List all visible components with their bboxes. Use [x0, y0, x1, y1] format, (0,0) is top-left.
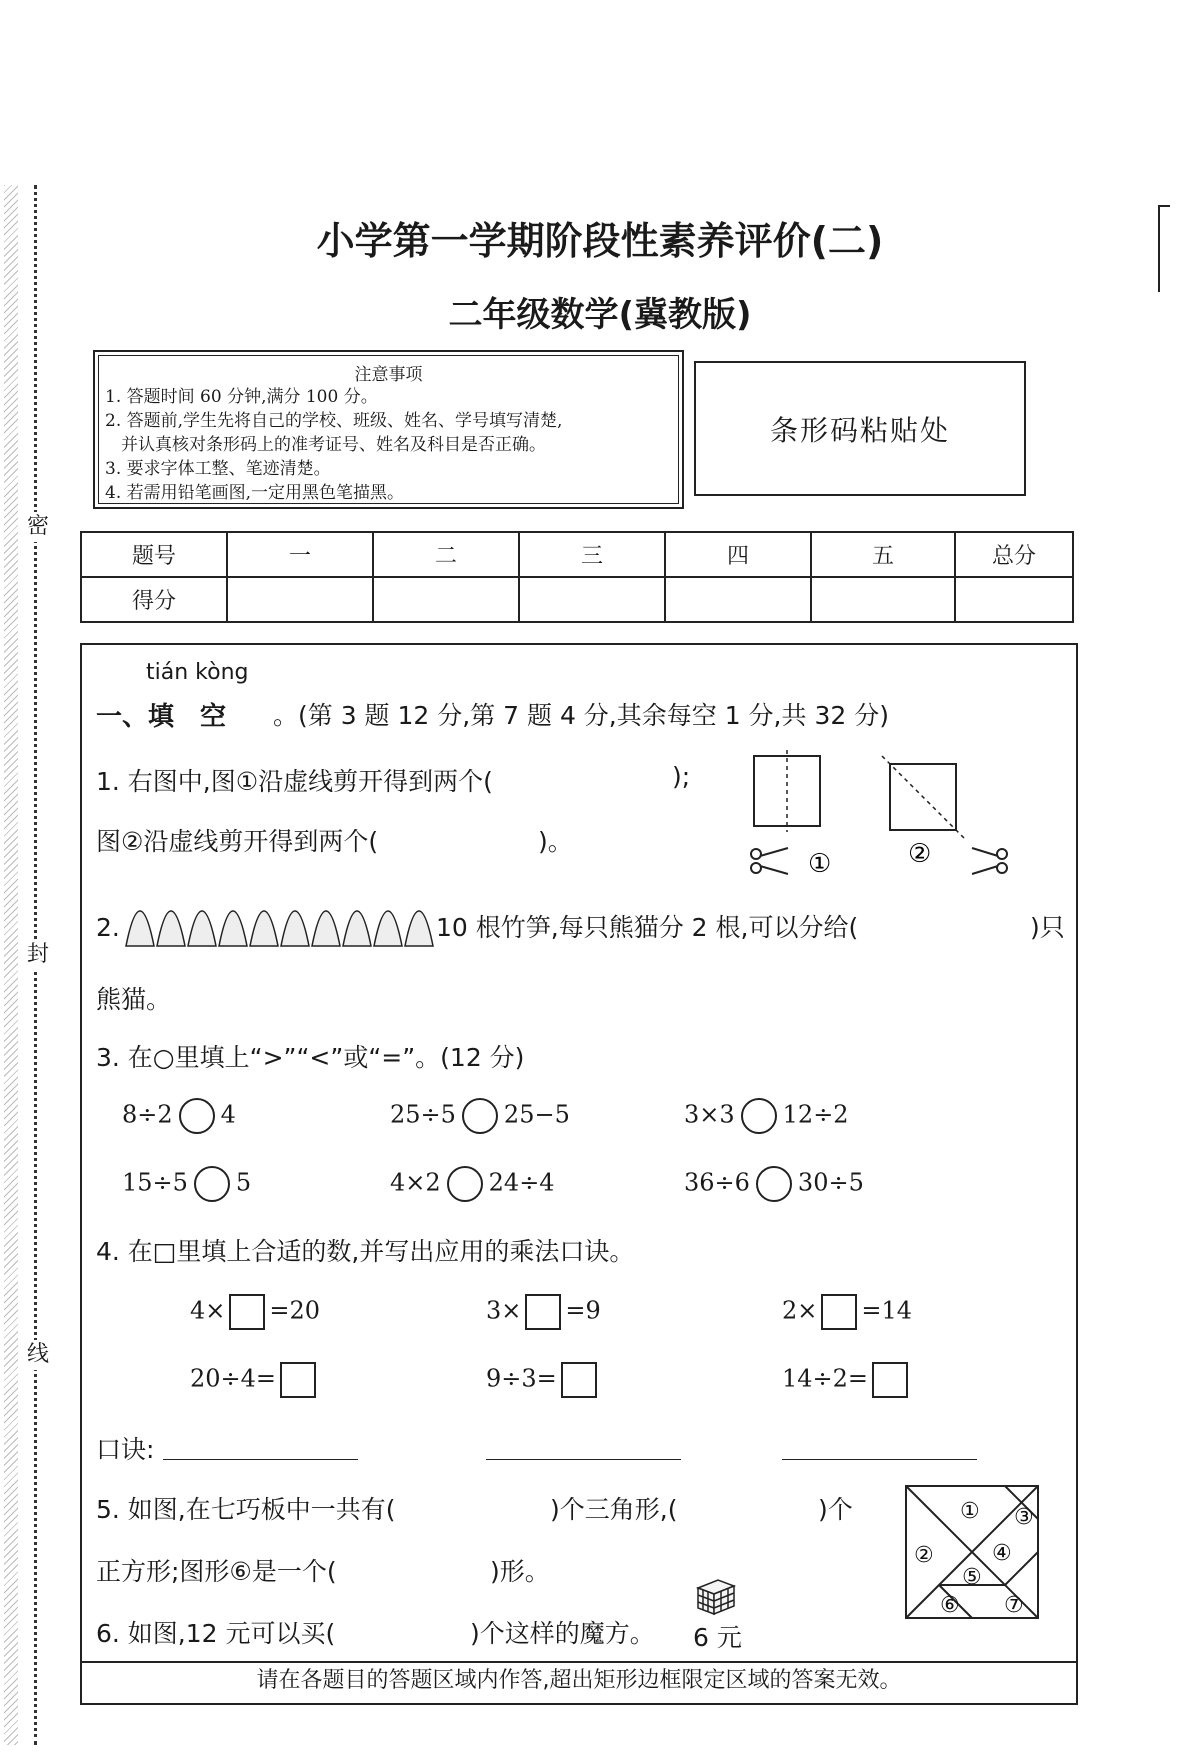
q5-line1-text: 5. 如图,在七巧板中一共有(	[96, 1495, 396, 1524]
section-heading-rest: 。(第 3 题 12 分,第 7 题 4 分,其余每空 1 分,共 32 分)	[273, 701, 889, 730]
score-row-label: 得分	[81, 577, 227, 622]
bamboo-shoots-illustration	[124, 880, 436, 950]
q3-comparison: 36÷6 30÷5	[684, 1166, 864, 1202]
score-cell[interactable]	[811, 577, 955, 622]
score-header-cell: 四	[665, 532, 811, 577]
q1-line2-end: )。	[538, 827, 573, 856]
q6-text: 6. 如图,12 元可以买(	[96, 1619, 336, 1648]
q3-comparison: 15÷5 5	[122, 1166, 251, 1202]
q4-division: 9÷3=	[486, 1362, 601, 1398]
tangram-label: ③	[1014, 1505, 1034, 1530]
notice-item: 2. 答题前,学生先将自己的学校、班级、姓名、学号填写清楚,	[105, 411, 563, 431]
q5-line1-end: )个	[818, 1495, 853, 1524]
score-cell[interactable]	[955, 577, 1073, 622]
compare-circle[interactable]	[447, 1166, 483, 1202]
q2-line2: 熊猫。	[96, 985, 172, 1014]
compare-circle[interactable]	[741, 1098, 777, 1134]
tangram-label: ①	[960, 1499, 980, 1524]
notice-item: 3. 要求字体工整、笔迹清楚。	[105, 459, 331, 479]
q5-line2-text: 正方形;图形⑥是一个(	[96, 1557, 337, 1586]
q3-prompt: 3. 在○里填上“>”“<”或“=”。(12 分)	[96, 1043, 525, 1072]
q1-fig1-label: ①	[808, 849, 832, 879]
page-subtitle: 二年级数学(冀教版)	[448, 295, 752, 335]
q1-fig2-label: ②	[908, 839, 932, 869]
seal-char-mi: 密	[24, 512, 52, 542]
q5-line1-mid: )个三角形,(	[550, 1495, 678, 1524]
bamboo-shoot-icon	[126, 911, 433, 946]
koujue-label: 口诀:	[96, 1435, 155, 1464]
notice-item: 4. 若需用铅笔画图,一定用黑色笔描黑。	[105, 483, 405, 503]
score-header-cell: 二	[373, 532, 519, 577]
tangram-label: ⑦	[1004, 1593, 1024, 1618]
score-table	[80, 531, 1074, 623]
score-header-cell: 三	[519, 532, 665, 577]
q3-comparison: 8÷2 4	[122, 1098, 236, 1134]
q2-text: 10 根竹笋,每只熊猫分 2 根,可以分给(	[436, 913, 859, 942]
rubiks-cube-icon	[694, 1574, 738, 1618]
q4-multiplication: 2× =14	[782, 1294, 912, 1330]
compare-circle[interactable]	[462, 1098, 498, 1134]
q4-prompt: 4. 在□里填上合适的数,并写出应用的乘法口诀。	[96, 1237, 635, 1266]
tangram-figure	[904, 1484, 1040, 1620]
answer-box[interactable]	[821, 1294, 857, 1330]
tangram-label: ④	[992, 1541, 1012, 1566]
q4-multiplication: 4× =20	[190, 1294, 320, 1330]
q3-comparison: 3×3 12÷2	[684, 1098, 849, 1134]
notice-box	[93, 350, 684, 509]
answer-box[interactable]	[280, 1362, 316, 1398]
tangram-label: ⑤	[962, 1565, 982, 1590]
compare-circle[interactable]	[756, 1166, 792, 1202]
barcode-area: 条形码粘贴处	[694, 361, 1026, 496]
q4-division: 20÷4=	[190, 1362, 320, 1398]
answer-box[interactable]	[229, 1294, 265, 1330]
page-title: 小学第一学期阶段性素养评价(二)	[316, 219, 884, 263]
q1-line1-end: );	[672, 762, 691, 791]
q1-fig2-cut-line	[882, 756, 964, 838]
q3-comparison: 25÷5 25−5	[390, 1098, 570, 1134]
seal-char-feng: 封	[24, 940, 52, 970]
q1-line1-text: 1. 右图中,图①沿虚线剪开得到两个(	[96, 767, 493, 796]
compare-circle[interactable]	[194, 1166, 230, 1202]
section-heading-prefix: 一、填 空	[96, 702, 227, 732]
compare-circle[interactable]	[179, 1098, 215, 1134]
tangram-label: ②	[914, 1543, 934, 1568]
score-cell[interactable]	[373, 577, 519, 622]
answer-area-notice: 请在各题目的答题区域内作答,超出矩形边框限定区域的答案无效。	[80, 1659, 1078, 1705]
q6-text-end: )个这样的魔方。	[470, 1619, 655, 1648]
answer-box[interactable]	[525, 1294, 561, 1330]
tangram-label: ⑥	[940, 1593, 960, 1618]
score-header-cell: 一	[227, 532, 373, 577]
score-cell[interactable]	[665, 577, 811, 622]
score-header-cell: 五	[811, 532, 955, 577]
answer-box[interactable]	[872, 1362, 908, 1398]
notice-title: 注意事项	[354, 365, 423, 385]
score-header-cell: 题号	[81, 532, 227, 577]
q1-line2-text: 图②沿虚线剪开得到两个(	[96, 827, 379, 856]
notice-item: 1. 答题时间 60 分钟,满分 100 分。	[105, 387, 378, 407]
koujue-blank[interactable]	[163, 1459, 358, 1460]
score-cell[interactable]	[227, 577, 373, 622]
side-hatch	[4, 185, 18, 1745]
q2-number: 2.	[96, 913, 120, 942]
q3-comparison: 4×2 24÷4	[390, 1166, 555, 1202]
q5-line2-end: )形。	[490, 1557, 550, 1586]
score-cell[interactable]	[519, 577, 665, 622]
koujue-blank[interactable]	[486, 1459, 681, 1460]
q1-figures	[740, 750, 1020, 890]
q6-price: 6 元	[693, 1623, 742, 1652]
scissors-icon	[972, 848, 1007, 874]
koujue-blank[interactable]	[782, 1459, 977, 1460]
scissors-icon	[751, 848, 788, 874]
seal-char-xian: 线	[24, 1340, 52, 1370]
notice-item: 并认真核对条形码上的准考证号、姓名及科目是否正确。	[121, 435, 546, 455]
answer-box[interactable]	[561, 1362, 597, 1398]
score-header-cell: 总分	[955, 532, 1073, 577]
section-pinyin: tián kòng	[146, 660, 249, 685]
q4-division: 14÷2=	[782, 1362, 912, 1398]
q4-multiplication: 3× =9	[486, 1294, 601, 1330]
q2-text-end: )只	[1030, 913, 1065, 942]
